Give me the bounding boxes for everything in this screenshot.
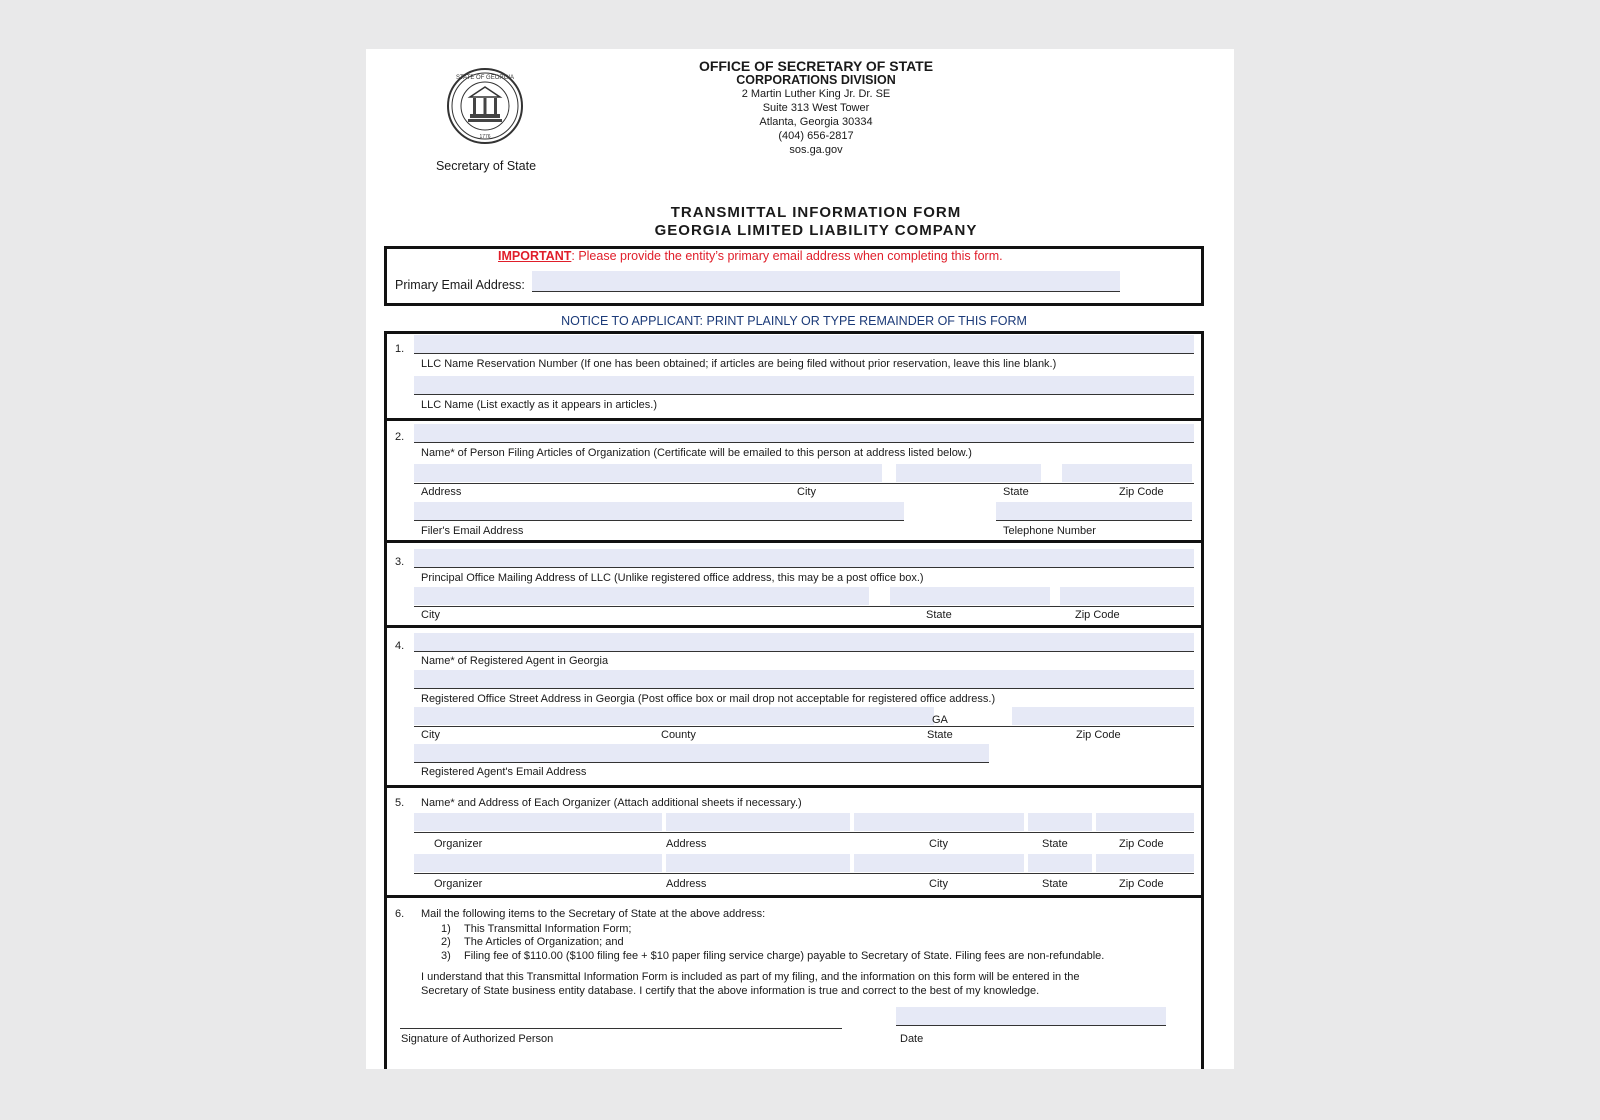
office-header [596,59,1036,157]
section-divider [384,785,1204,788]
registered-agent-field[interactable] [414,633,1194,652]
section-divider [384,895,1204,898]
mail-item-2: The Articles of Organization; and [464,936,624,948]
important-notice [498,249,1198,263]
mailing-city-field[interactable] [414,587,869,605]
section-4-number: 4. [395,640,405,652]
important-text: : Please provide the entity’s primary email address when completing this form. [571,249,1003,263]
section-1-number: 1. [395,343,405,355]
organizer-2-address-field[interactable] [666,854,850,872]
filer-name-field[interactable] [414,424,1194,443]
organizer-1-address-label: Address [666,838,707,850]
registered-zip-field[interactable] [1012,707,1194,725]
mailing-city-line [414,606,1194,607]
organizer-2-name-field[interactable] [414,854,662,872]
important-word: IMPORTANT [498,249,572,263]
filer-zip-label: Zip Code [1119,486,1164,498]
registered-zip-label: Zip Code [1076,729,1121,741]
registered-city-line [414,726,1194,727]
georgia-seal-icon [446,67,524,145]
mailing-state-label: State [926,609,952,621]
mail-item-1: This Transmittal Information Form; [464,923,632,935]
organizer-1-name-field[interactable] [414,813,662,831]
mailing-state-field[interactable] [890,587,1050,605]
organizer-2-city-label: City [929,878,948,890]
llc-name-label: LLC Name (List exactly as it appears in articles.) [421,399,657,411]
section-5-number: 5. [395,797,405,809]
section-divider [384,418,1204,421]
form-title [496,204,1136,240]
mailing-address-field[interactable] [414,549,1194,568]
organizer-2-zip-label: Zip Code [1119,878,1164,890]
primary-email-field[interactable] [532,271,1120,292]
mail-item-3: Filing fee of $110.00 ($100 filing fee + $10 paper filing service charge) payable to Secretary of State. Filing fees are non-refundable. [464,950,1105,962]
registered-city-county-field[interactable] [414,707,934,725]
mail-item-1-number: 1) [441,923,451,935]
organizer-2-address-label: Address [666,878,707,890]
llc-name-field[interactable] [414,376,1194,395]
signature-line[interactable] [400,1028,842,1029]
mail-items-intro: Mail the following items to the Secretary of State at the above address: [421,908,766,920]
date-field[interactable] [896,1007,1166,1026]
address-line-2: Suite 313 West Tower [762,102,870,114]
signature-label: Signature of Authorized Person [401,1033,554,1045]
office-title: OFFICE OF SECRETARY OF STATE [698,58,934,74]
registered-agent-email-field[interactable] [414,744,989,763]
organizer-1-zip-field[interactable] [1096,813,1194,831]
mailing-zip-label: Zip Code [1075,609,1120,621]
organizer-1-zip-label: Zip Code [1119,838,1164,850]
registered-street-label: Registered Office Street Address in Georgia (Post office box or mail drop not acceptable for registered office address.) [421,693,996,705]
filer-state-label: State [1003,486,1029,498]
form-page [366,49,1234,1069]
address-line-1: 2 Martin Luther King Jr. Dr. SE [741,88,891,100]
section-2-number: 2. [395,431,405,443]
registered-agent-label: Name* of Registered Agent in Georgia [421,655,609,667]
mailing-zip-field[interactable] [1060,587,1194,605]
organizer-1-state-label: State [1042,838,1068,850]
notice-to-applicant: NOTICE TO APPLICANT: PRINT PLAINLY OR TYPE REMAINDER OF THIS FORM [561,314,1027,328]
office-website: sos.ga.gov [789,144,843,156]
organizer-2-city-field[interactable] [854,854,1024,872]
certification-line-1: I understand that this Transmittal Information Form is included as part of my filing, and the information on this form will be entered in the [421,971,1080,983]
section-divider [384,625,1204,628]
mail-item-2-number: 2) [441,936,451,948]
address-line-3: Atlanta, Georgia 30334 [759,116,873,128]
date-label: Date [900,1033,924,1045]
organizer-2-label: Organizer [434,878,483,890]
mailing-city-label: City [421,609,440,621]
organizer-1-line [414,832,1194,833]
section-6-number: 6. [395,908,405,920]
mailing-address-label: Principal Office Mailing Address of LLC (Unlike registered office address, this may be a post office box.) [421,572,924,584]
seal-text: STATE OF GEORGIA [455,75,515,81]
mail-item-3-number: 3) [441,950,451,962]
form-title-line-2: GEORGIA LIMITED LIABILITY COMPANY [654,222,978,239]
organizer-1-label: Organizer [434,838,483,850]
form-title-line-1: TRANSMITTAL INFORMATION FORM [670,204,962,221]
organizer-2-zip-field[interactable] [1096,854,1194,872]
filer-address-label: Address [421,486,462,498]
filer-address-field[interactable] [414,464,882,482]
office-phone: (404) 656-2817 [778,130,854,142]
llc-reservation-number-label: LLC Name Reservation Number (If one has been obtained; if articles are being filed without prior reservation, leave this line blank.) [421,358,1057,370]
registered-agent-email-label: Registered Agent's Email Address [421,766,587,778]
certification-line-2: Secretary of State business entity database. I certify that the above information is true and correct to the best of my knowledge. [421,985,1040,997]
filer-state-zip-field[interactable] [1062,464,1192,482]
organizer-1-state-field[interactable] [1028,813,1092,831]
organizer-2-state-label: State [1042,878,1068,890]
filer-name-label: Name* of Person Filing Articles of Organization (Certificate will be emailed to this person at address listed below.) [421,447,972,459]
section-divider [384,540,1204,543]
llc-reservation-number-field[interactable] [414,335,1194,354]
filer-address-line [414,483,1194,484]
registered-county-label: County [661,729,696,741]
filer-city-field[interactable] [896,464,1041,482]
filer-telephone-field[interactable] [996,502,1192,521]
registered-city-label: City [421,729,440,741]
filer-telephone-label: Telephone Number [1003,525,1096,537]
organizer-2-line [414,873,1194,874]
division-title: CORPORATIONS DIVISION [736,73,896,87]
organizer-1-address-field[interactable] [666,813,850,831]
filer-email-field[interactable] [414,502,904,521]
seal-label: Secretary of State [435,159,537,173]
organizer-2-state-field[interactable] [1028,854,1092,872]
registered-state-label: State [927,729,953,741]
section-3-number: 3. [395,556,405,568]
svg-text:1776: 1776 [479,134,491,140]
organizer-1-city-label: City [929,838,948,850]
filer-city-label: City [797,486,816,498]
organizer-section-label: Name* and Address of Each Organizer (Attach additional sheets if necessary.) [421,797,802,809]
registered-state-value: GA [932,714,948,726]
registered-street-field[interactable] [414,670,1194,689]
filer-email-label: Filer's Email Address [421,525,524,537]
organizer-1-city-field[interactable] [854,813,1024,831]
primary-email-label: Primary Email Address: [395,278,525,292]
